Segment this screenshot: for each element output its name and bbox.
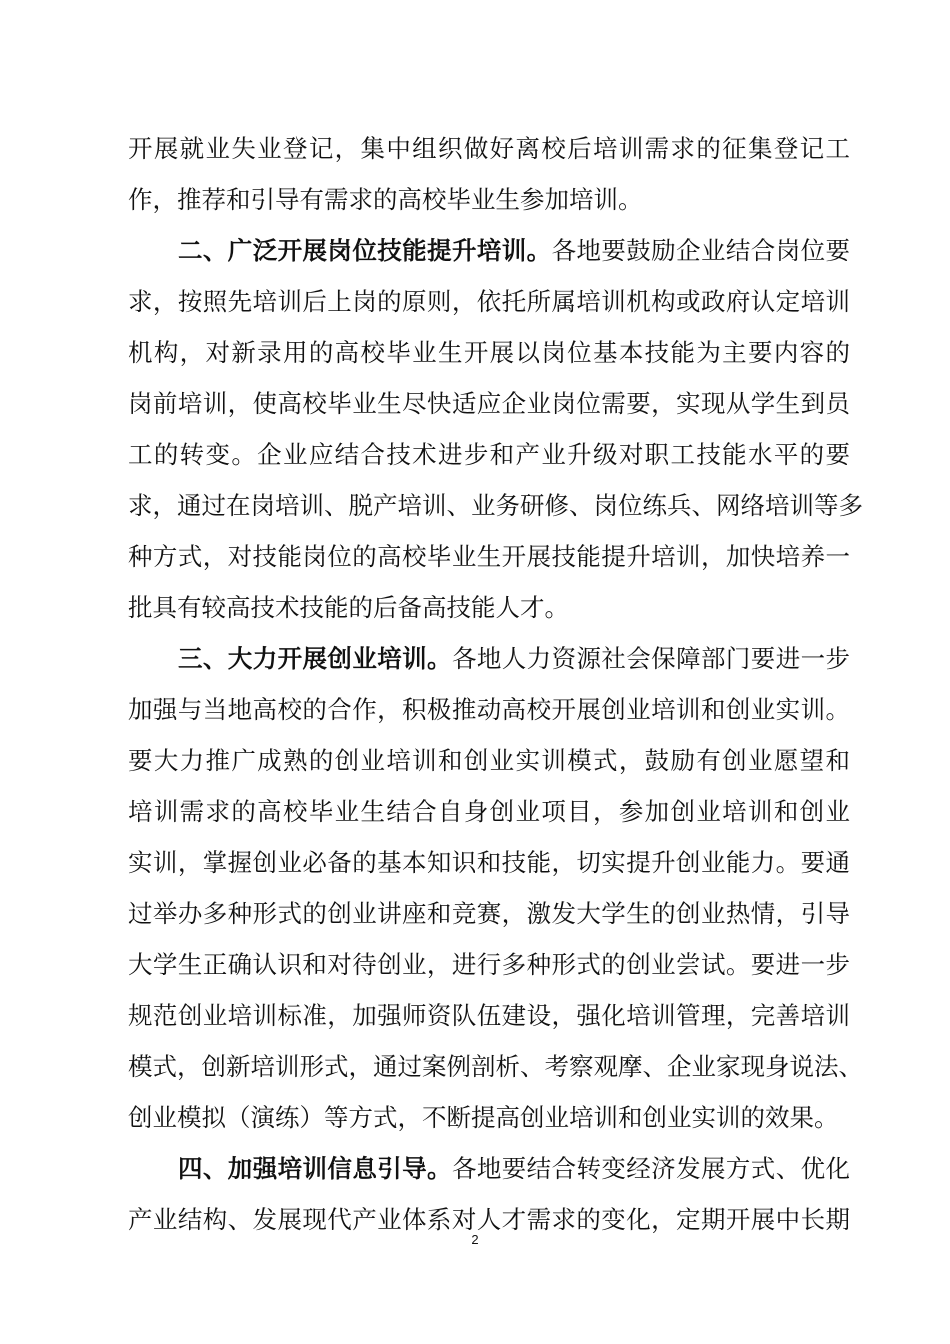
text-segment: 各地要鼓励企业结合岗位要 xyxy=(551,236,851,265)
text-line: 岗前培训，使高校毕业生尽快适应企业岗位需要，实现从学生到员 xyxy=(128,389,850,418)
text-line-with-heading xyxy=(128,633,850,684)
paragraph-section-4 xyxy=(128,1143,850,1245)
text-line: 求，按照先培训后上岗的原则，依托所属培训机构或政府认定培训 xyxy=(128,287,850,316)
text-line: 机构，对新录用的高校毕业生开展以岗位基本技能为主要内容的 xyxy=(128,338,850,367)
text-line: 规范创业培训标准，加强师资队伍建设，强化培训管理，完善培训 xyxy=(128,1001,850,1030)
paragraph-continuation xyxy=(128,123,850,225)
paragraph-section-3 xyxy=(128,633,863,1143)
text-line: 创业模拟（演练）等方式，不断提高创业培训和创业实训的效果。 xyxy=(128,1103,839,1132)
text-segment: 各地人力资源社会保障部门要进一步 xyxy=(451,644,851,673)
text-line: 产业结构、发展现代产业体系对人才需求的变化，定期开展中长期 xyxy=(128,1205,850,1234)
text-line: 要大力推广成熟的创业培训和创业实训模式，鼓励有创业愿望和 xyxy=(128,746,850,775)
text-line: 批具有较高技术技能的后备高技能人才。 xyxy=(128,593,569,622)
text-line: 求，通过在岗培训、脱产培训、业务研修、岗位练兵、网络培训等多 xyxy=(128,491,863,520)
text-line: 作，推荐和引导有需求的高校毕业生参加培训。 xyxy=(128,185,643,214)
text-line-with-heading xyxy=(128,225,850,276)
text-line: 培训需求的高校毕业生结合自身创业项目，参加创业培训和创业 xyxy=(128,797,850,826)
body-text xyxy=(128,123,863,1245)
section-heading-2: 二、广泛开展岗位技能提升培训。 xyxy=(178,236,552,265)
text-line: 实训，掌握创业必备的基本知识和技能，切实提升创业能力。要通 xyxy=(128,848,850,877)
text-line: 过举办多种形式的创业讲座和竞赛，激发大学生的创业热情，引导 xyxy=(128,899,850,928)
section-heading-3: 三、大力开展创业培训。 xyxy=(178,644,452,673)
page-number: 2 xyxy=(471,1232,479,1247)
text-line: 大学生正确认识和对待创业，进行多种形式的创业尝试。要进一步 xyxy=(128,950,850,979)
text-line: 加强与当地高校的合作，积极推动高校开展创业培训和创业实训。 xyxy=(128,695,850,724)
text-line: 模式，创新培训形式，通过案例剖析、考察观摩、企业家现身说法、 xyxy=(128,1052,863,1081)
paragraph-section-2 xyxy=(128,225,863,633)
section-heading-4: 四、加强培训信息引导。 xyxy=(178,1154,452,1183)
text-line: 开展就业失业登记，集中组织做好离校后培训需求的征集登记工 xyxy=(128,134,850,163)
text-line: 工的转变。企业应结合技术进步和产业升级对职工技能水平的要 xyxy=(128,440,850,469)
text-segment: 各地要结合转变经济发展方式、优化 xyxy=(451,1154,851,1183)
text-line: 种方式，对技能岗位的高校毕业生开展技能提升培训，加快培养一 xyxy=(128,542,850,571)
text-line-with-heading xyxy=(128,1143,850,1194)
